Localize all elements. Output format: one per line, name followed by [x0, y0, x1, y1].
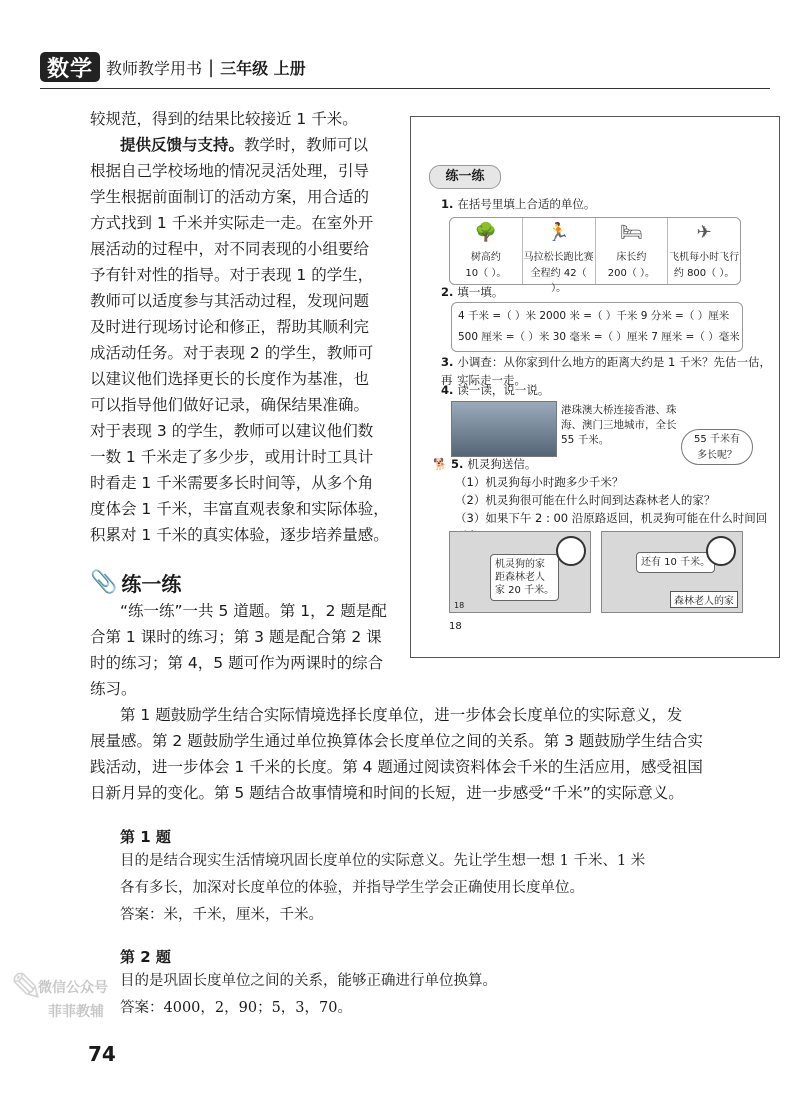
card-bed — [596, 218, 669, 284]
conversion-row: 4 千米 =（ ）米 2000 米 =（ ）千米 9 分米 =（ ）厘米 — [458, 310, 730, 322]
text-line: 对于表现 3 的学生，教师可以建议他们数 — [90, 422, 374, 440]
text-line: 度体会 1 千米，丰富直观表象和实际体验， — [90, 500, 389, 518]
q-number: 2. — [441, 285, 454, 299]
tb-question-2 — [441, 283, 503, 301]
clock-icon — [706, 536, 736, 566]
airplane-icon: ✈ — [696, 222, 712, 243]
q-number: 3. — [441, 355, 454, 369]
question-1-heading: 第 1 题 — [120, 828, 171, 846]
q5-item: （3）如果下午 2 : 00 沿原路返回，机灵狗可能在什么时间回 — [455, 511, 768, 525]
text-line: 根据自己学校场地的情况灵活处理，引导 — [90, 162, 370, 180]
q-number: 5. — [450, 457, 464, 471]
q5-item: （2）机灵狗很可能在什么时间到达森林老人的家？ — [455, 493, 716, 507]
card-text: 马拉松长跑比赛 — [523, 252, 594, 263]
text-line: 各有多长，加深对长度单位的体验，并指导学生学会正确使用长度单位。 — [120, 880, 584, 896]
tb-question-5 — [433, 455, 536, 473]
q-text: 填一填。 — [457, 285, 504, 299]
speech-line: 距森林老人 — [495, 572, 545, 583]
card-tree — [450, 218, 523, 284]
clock-icon — [556, 536, 586, 566]
text-line: “练一练”一共 5 道题。第 1，2 题是配 — [120, 602, 387, 620]
bridge-photo — [451, 401, 557, 457]
scene-page-mark: 18 — [454, 601, 465, 610]
text-line: 目的是结合现实生活情境巩固长度单位的实际意义。先让学生想一想 1 千米、1 米 — [120, 853, 646, 869]
forest-house-label: 森林老人的家 — [670, 591, 738, 608]
answer-line: 答案：米，千米，厘米，千米。 — [120, 907, 323, 923]
header-rule — [40, 88, 770, 89]
card-text: 树高约 — [470, 252, 501, 263]
text-line: 时的练习；第 4，5 题可作为两课时的综合 — [90, 654, 384, 672]
conversion-grid — [451, 302, 743, 352]
grade-label: 三年级 上册 — [220, 58, 306, 78]
textbook-page-number: 18 — [449, 621, 462, 632]
speech-bubble — [490, 554, 559, 601]
book-title: 教师教学用书 — [106, 58, 203, 78]
text-line: 践活动，进一步体会 1 千米的长度。第 4 题通过阅读资料体会千米的生活应用，感受祖国 — [90, 758, 703, 776]
info-line: 海、澳门三地城市，全长 — [561, 419, 677, 431]
text-line: 练习。 — [90, 680, 137, 698]
paperclip-icon: 📎 — [90, 570, 118, 595]
watermark-line1: 微信公众号 — [38, 980, 108, 996]
conversion-row: 500 厘米 =（ ）米 30 毫米 =（ ）厘米 7 厘米 =（ ）毫米 — [458, 331, 740, 343]
card-text: 10（ ）。 — [465, 268, 507, 279]
text-line: 合第 1 课时的练习；第 3 题是配合第 2 课 — [90, 628, 382, 646]
text-line: 可以指导他们做好记录，确保结果准确。 — [90, 396, 370, 414]
speech-line: 家 20 千米。 — [495, 585, 555, 596]
question-bubble — [681, 429, 753, 465]
page-header — [40, 50, 306, 84]
runner-icon: 🏃 — [547, 222, 570, 243]
section-heading — [90, 568, 181, 597]
tb-question-4 — [441, 381, 549, 399]
scene-end — [601, 531, 743, 613]
text-line: 一数 1 千米走了多少步，或用计时工具计 — [90, 448, 374, 466]
text-line: 教师可以适度参与其活动过程，发现问题 — [90, 292, 370, 310]
text-line: 予有针对性的指导。对于表现 1 的学生， — [90, 266, 374, 284]
page-number: 74 — [88, 1042, 116, 1066]
q-text: 读一读，说一说。 — [457, 383, 550, 397]
text-line: 成活动任务。对于表现 2 的学生，教师可 — [90, 344, 374, 362]
card-text: 全程约 42（ ）。 — [530, 268, 587, 294]
speech-bubble: 还有 10 千米。 — [636, 552, 715, 573]
text-line: 以建议他们选择更长的长度作为基准，也 — [90, 370, 370, 388]
q-text: 在括号里填上合适的单位。 — [457, 197, 596, 211]
bubble-line: 多长呢？ — [697, 450, 737, 461]
q-number: 1. — [441, 197, 454, 211]
answer-line: 答案：4000，2，90；5，3，70。 — [120, 1000, 352, 1016]
text-line: 目的是巩固长度单位之间的关系，能够正确进行单位换算。 — [120, 973, 497, 989]
pen-icon: ✎ — [10, 965, 44, 1011]
q5-item: （1）机灵狗每小时跑多少千米？ — [455, 475, 624, 489]
bed-icon: 🛏 — [619, 222, 643, 243]
text-line: 展活动的过程中，对不同表现的小组要给 — [90, 240, 370, 258]
info-line: 港珠澳大桥连接香港、珠 — [561, 404, 677, 416]
book-logo: 数学 — [40, 52, 100, 82]
scene-start — [449, 531, 591, 613]
text-fragment: 师可以 — [321, 136, 369, 154]
card-text: 床长约 — [616, 252, 647, 263]
q-number: 4. — [441, 383, 454, 397]
header-separator: | — [208, 56, 215, 78]
paragraph-first-line — [120, 132, 390, 158]
text-line: 展量感。第 2 题鼓励学生通过单位换算体会长度单位之间的关系。第 3 题鼓励学生结合实 — [90, 732, 703, 750]
tree-icon: 🌳 — [474, 222, 498, 243]
bridge-info — [561, 403, 677, 448]
dog-icon: 🐕 — [433, 457, 448, 471]
speech-line: 机灵狗的家 — [495, 559, 545, 570]
q-text: 小调查：从你家到什么地方的距离大约是 1 千米？先估一估，再 — [441, 355, 771, 387]
paragraph-lead: 提供反馈与支持。 — [120, 136, 245, 154]
card-plane — [668, 218, 740, 284]
watermark — [10, 955, 130, 1035]
exercise-label: 练一练 — [429, 165, 501, 189]
tb-question-1 — [441, 195, 595, 213]
text-line: 及时进行现场讨论和修正，帮助其顺利完 — [90, 318, 370, 336]
text-line: 日新月异的变化。第 5 题结合故事情境和时间的长短，进一步感受“千米”的实际意义。 — [90, 784, 684, 802]
text-line: 方式找到 1 千米并实际走一走。在室外开 — [90, 214, 374, 232]
watermark-line2: 菲菲教辅 — [48, 1004, 104, 1020]
q-text: 机灵狗送信。 — [467, 457, 537, 471]
textbook-page-figure — [410, 116, 780, 658]
card-text: 200（ ）。 — [607, 268, 655, 279]
info-line: 55 千米。 — [561, 434, 610, 446]
card-marathon — [523, 218, 596, 294]
text-line: 较规范，得到的结果比较接近 1 千米。 — [90, 110, 358, 128]
text-fragment: 教学时，教 — [244, 136, 322, 154]
text-line: 学生根据前面制订的活动方案，用合适的 — [90, 188, 370, 206]
card-text: 约 800（ ）。 — [673, 268, 735, 279]
section-title: 练一练 — [121, 572, 182, 596]
question-2-heading: 第 2 题 — [120, 948, 171, 966]
text-line: 积累对 1 千米的真实体验，逐步培养量感。 — [90, 526, 389, 544]
bubble-line: 55 千米有 — [694, 434, 740, 445]
text-line: 第 1 题鼓励学生结合实际情境选择长度单位，进一步体会长度单位的实际意义，发 — [120, 706, 683, 724]
card-text: 飞机每小时飞行 — [669, 252, 740, 263]
q-text-cont: 实际走一走。 — [457, 373, 526, 387]
text-line: 时看走 1 千米需要多长时间等，从多个角 — [90, 474, 374, 492]
